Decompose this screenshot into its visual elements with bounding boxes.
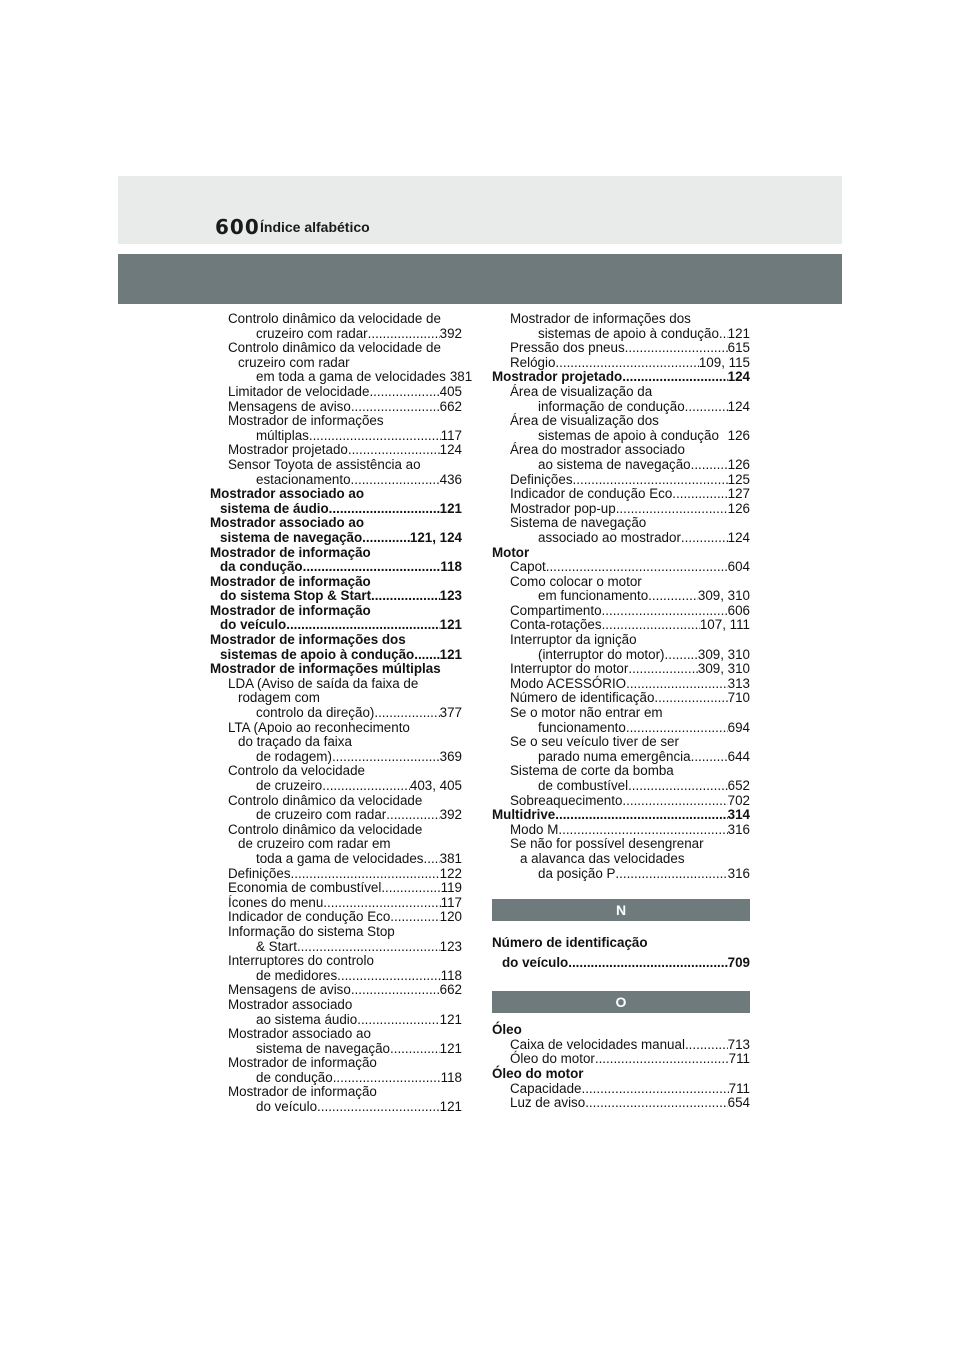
entry-text: Se o motor não entrar em [510,705,663,721]
entry-text: Mostrador associado ao [210,515,365,531]
index-entry [492,546,750,561]
entry-text: de cruzeiro [256,778,323,793]
entry-page: 121 [439,617,462,633]
entry-page: 709 [727,955,750,971]
entry-text: Definições [228,865,291,881]
entry-text: sistemas de apoio à condução [538,427,719,443]
entry-text: Controlo dinâmico da velocidade de [228,340,441,356]
index-entry [492,823,750,838]
entry-text: de cruzeiro com radar [256,807,387,823]
index-entry [492,1082,750,1097]
page-number: 600 [215,215,260,239]
entry-page: 711 [728,1080,750,1096]
index-entry [492,933,750,973]
entry-page: 392 [439,325,462,341]
entry-page: 121, 124 [409,529,462,545]
index-entry [210,910,462,925]
index-entry [492,575,750,604]
entry-page: 107, 111 [699,617,750,633]
entry-text: sistema de navegação [220,529,363,545]
index-entry [492,502,750,517]
entry-text: Mostrador de informação [228,1084,377,1100]
entry-text: funcionamento [538,719,626,735]
index-entry [492,370,750,385]
entry-text: de cruzeiro com radar em [238,836,391,852]
entry-text: Mostrador de informações múltiplas [210,661,441,677]
entry-text: Controlo dinâmico da velocidade [228,821,423,837]
entry-text: Sobreaquecimento [510,792,623,808]
index-entry [210,312,462,341]
index-entry [210,823,462,867]
index-entry [492,808,750,823]
index-entry [492,473,750,488]
entry-text: Relógio [510,354,556,370]
index-entry [492,633,750,662]
entry-text: rodagem com [238,690,320,706]
index-entry [210,1056,462,1085]
entry-text: Interruptor da ignição [510,632,637,648]
entry-page: 369 [439,748,462,764]
entry-text: associado ao mostrador [538,529,681,545]
entry-text: da condução [220,559,303,575]
index-entry [492,764,750,793]
entry-text: Modo M [510,821,559,837]
letter-o: O [615,993,627,1010]
entry-page: 124 [727,398,750,414]
index-entry [492,560,750,575]
entry-page: 309, 310 [697,661,750,677]
index-entry [210,764,462,793]
entry-text: Área do mostrador associado [510,442,685,458]
entry-page: 710 [727,690,750,706]
entry-text: Se o seu veículo tiver de ser [510,734,679,750]
entry-text: do veículo [256,1099,318,1115]
index-entry [210,1027,462,1056]
entry-text: Controlo da velocidade [228,763,365,779]
index-entries-o [492,1023,750,1111]
entry-page: 615 [727,340,750,356]
entry-page: 121 [439,646,462,662]
index-entry [210,443,462,458]
entry-page: 125 [727,471,750,487]
entry-text: Compartimento [510,602,602,618]
entry-text: Sistema de corte da bomba [510,763,674,779]
section-title: Índice alfabético [260,219,370,235]
entry-text: Pressão dos pneus [510,340,625,356]
entry-text: sistemas de apoio à condução [538,325,719,341]
entry-text: Capacidade [510,1080,582,1096]
entry-page: 121 [439,1011,462,1027]
entry-page: 316 [727,865,750,881]
entry-page: 126 [727,427,750,443]
entry-text: Mostrador de informação [210,573,371,589]
entry-page: 392 [439,807,462,823]
index-entry [210,340,473,385]
index-entry [210,998,462,1027]
index-entries-m [492,312,750,881]
entry-page: 702 [727,792,750,808]
index-entry [210,896,462,911]
entry-text: Óleo do motor [492,1065,584,1081]
entry-page: 309, 310 [697,646,750,662]
entry-page: 436 [439,471,462,487]
entry-text: Mostrador associado [228,996,353,1012]
index-entry [210,1085,462,1114]
entry-text: de combustível [538,778,629,793]
entry-page: 124 [727,529,750,545]
index-entry [492,662,750,677]
index-entry [210,385,462,400]
entry-page: 644 [727,748,750,764]
entry-text: Mostrador associado ao [210,486,365,502]
index-entry [492,604,750,619]
header-band [118,254,842,304]
index-entry [210,487,462,516]
entry-text: em funcionamento [538,588,649,604]
entry-text: Mostrador de informações [228,413,384,429]
index-entry [492,385,750,414]
entry-text: Interruptor do motor [510,661,629,677]
index-entry [492,312,750,341]
entry-page: 606 [727,602,750,618]
entry-page: 405 [439,383,462,399]
index-column-left [210,311,473,1115]
index-entry [492,1023,750,1038]
index-entry [210,575,462,604]
index-entry [210,662,462,677]
entry-text: do veículo [502,955,569,971]
index-entry [210,881,462,896]
entry-page: 604 [727,559,750,575]
index-entry [492,487,750,502]
index-entry [210,983,462,998]
entry-page: 403, 405 [409,778,462,793]
entry-text: & Start [256,938,297,954]
entry-page: 117 [440,427,462,443]
entry-text: da posição P [538,865,616,881]
entry-text: múltiplas [256,427,309,443]
entry-text: Como colocar o motor [510,573,642,589]
entry-text: Mostrador de informação [210,544,371,560]
index-entry [492,691,750,706]
entry-page: 309, 310 [697,588,750,604]
entry-text: cruzeiro com radar [256,325,368,341]
entry-text: ao sistema áudio [256,1011,358,1027]
entry-page: 126 [727,456,750,472]
index-entry [210,954,462,983]
entry-page: 314 [727,807,750,823]
entry-text: Conta-rotações [510,617,602,633]
entry-text: Capot [510,559,546,575]
index-entry [210,414,462,443]
entry-text: Luz de aviso [510,1095,586,1111]
entry-text: controlo da direção) [256,705,375,721]
entry-page: 381 [449,369,473,385]
entry-text: Mostrador projetado [492,369,623,385]
entry-page: 119 [440,880,462,896]
entry-text: toda a gama de velocidades [256,850,424,866]
entry-text: Mostrador de informações dos [510,311,691,326]
entry-text: do sistema Stop & Start [220,588,372,604]
entry-text: ao sistema de navegação [538,456,691,472]
letter-n: N [615,901,627,918]
entry-text: (interruptor do motor) [538,646,665,662]
index-entry [492,443,750,472]
entry-page: 654 [727,1095,750,1111]
entry-text: Informação do sistema Stop [228,923,395,939]
index-entry [492,1052,750,1067]
entry-page: 124 [727,369,750,385]
entry-text: Óleo [492,1022,522,1038]
entry-page: 123 [439,588,462,604]
index-entry [492,516,750,545]
entry-text: Número de identificação [510,690,655,706]
index-column-right [492,312,750,1111]
entry-page: 120 [439,909,462,925]
entry-text: Área de visualização da [510,383,653,399]
entry-page: 109, 115 [698,354,750,370]
entry-text: sistema de navegação [256,1040,390,1056]
index-entry [210,546,462,575]
entry-text: de condução [256,1069,333,1085]
entry-text: Indicador de condução Eco [228,909,391,925]
entry-text: Mensagens de aviso [228,398,351,414]
entry-page: 123 [439,938,462,954]
entry-page: 381 [439,850,462,866]
index-entry [210,633,462,662]
entry-text: do veículo [220,617,287,633]
entry-text: Mostrador projetado [228,442,348,458]
entry-text: em toda a gama de velocidades [256,369,446,385]
entry-page: 377 [439,705,462,721]
entry-text: parado numa emergência [538,748,691,764]
entry-text: Definições [510,471,573,487]
letter-divider-n [492,899,750,921]
entry-text: Controlo dinâmico da velocidade [228,792,423,808]
index-entry [492,677,750,692]
entry-page: 652 [727,778,750,793]
entry-text: sistemas de apoio à condução [220,646,415,662]
entry-page: 694 [727,719,750,735]
entry-text: Caixa de velocidades manual [510,1036,685,1052]
entry-text: de medidores [256,967,338,983]
entry-text: Mostrador pop-up [510,500,616,516]
index-entry [210,604,462,633]
entry-text: estacionamento [256,471,351,487]
entry-text: Controlo dinâmico da velocidade de [228,311,441,326]
entry-text: sistema de áudio [220,500,329,516]
entry-page: 121 [439,1099,462,1115]
entry-page: 316 [727,821,750,837]
entry-text: Número de identificação [492,935,648,951]
index-entry [492,837,750,881]
index-entry [210,458,462,487]
entry-page: 118 [440,1069,462,1085]
entry-text: de rodagem) [256,748,332,764]
entry-text: Mostrador de informação [228,1055,377,1071]
page-header [118,176,842,244]
entry-text: Mostrador de informação [210,602,371,618]
index-entry [492,794,750,809]
index-entry [492,706,750,735]
entry-text: Motor [492,544,530,560]
index-entry [492,618,750,633]
index-entry [492,1096,750,1111]
entry-text: Mostrador associado ao [228,1026,371,1042]
index-entry [492,1067,750,1082]
entry-page: 121 [727,325,750,341]
entry-text: do traçado da faixa [238,734,352,750]
entry-text: Ícones do menu [228,894,324,910]
entry-text: Modo ACESSÓRIO [510,675,627,691]
entry-text: Indicador de condução Eco [510,486,673,502]
entry-text: informação de condução [538,398,685,414]
entry-text: a alavanca das velocidades [520,850,685,866]
entry-page: 313 [727,675,750,691]
index-entry [210,925,462,954]
entry-text: Área de visualização dos [510,413,659,429]
entry-page: 711 [728,1051,750,1067]
entry-text: Sensor Toyota de assistência ao [228,456,421,472]
entry-text: Multidrive [492,807,556,823]
entry-page: 713 [727,1036,750,1052]
entry-text: Mostrador de informações dos [210,632,406,648]
entry-page: 662 [439,398,462,414]
entry-text: Interruptores do controlo [228,953,374,969]
letter-divider-o [492,991,750,1013]
index-entry [210,794,462,823]
index-entry [492,356,750,371]
entry-text: LTA (Apoio ao reconhecimento [228,719,410,735]
index-entry [210,677,462,721]
index-entry [492,414,750,443]
index-entry [210,400,462,415]
entry-page: 126 [727,500,750,516]
entry-page: 662 [439,982,462,998]
entry-text: Se não for possível desengrenar [510,836,704,852]
entry-page: 121 [439,500,462,516]
index-entry [210,516,462,545]
entry-page: 122 [439,865,462,881]
entry-page: 117 [440,894,462,910]
index-entry [210,867,462,882]
entry-page: 121 [439,1040,462,1056]
entry-text: Economia de combustível [228,880,382,896]
index-entry [492,341,750,356]
index-entry [492,1038,750,1053]
entry-text: Óleo do motor [510,1051,595,1067]
entry-page: 118 [440,967,462,983]
index-entry [210,721,462,765]
entry-page: 127 [727,486,750,502]
entry-text: cruzeiro com radar [238,354,350,370]
entry-page: 124 [439,442,462,458]
entry-page: 118 [440,559,462,575]
entry-text: LDA (Aviso de saída da faixa de [228,675,419,691]
index-entry [492,735,750,764]
entry-text: Sistema de navegação [510,515,647,531]
entry-text: Limitador de velocidade [228,383,370,399]
entry-text: Mensagens de aviso [228,982,351,998]
